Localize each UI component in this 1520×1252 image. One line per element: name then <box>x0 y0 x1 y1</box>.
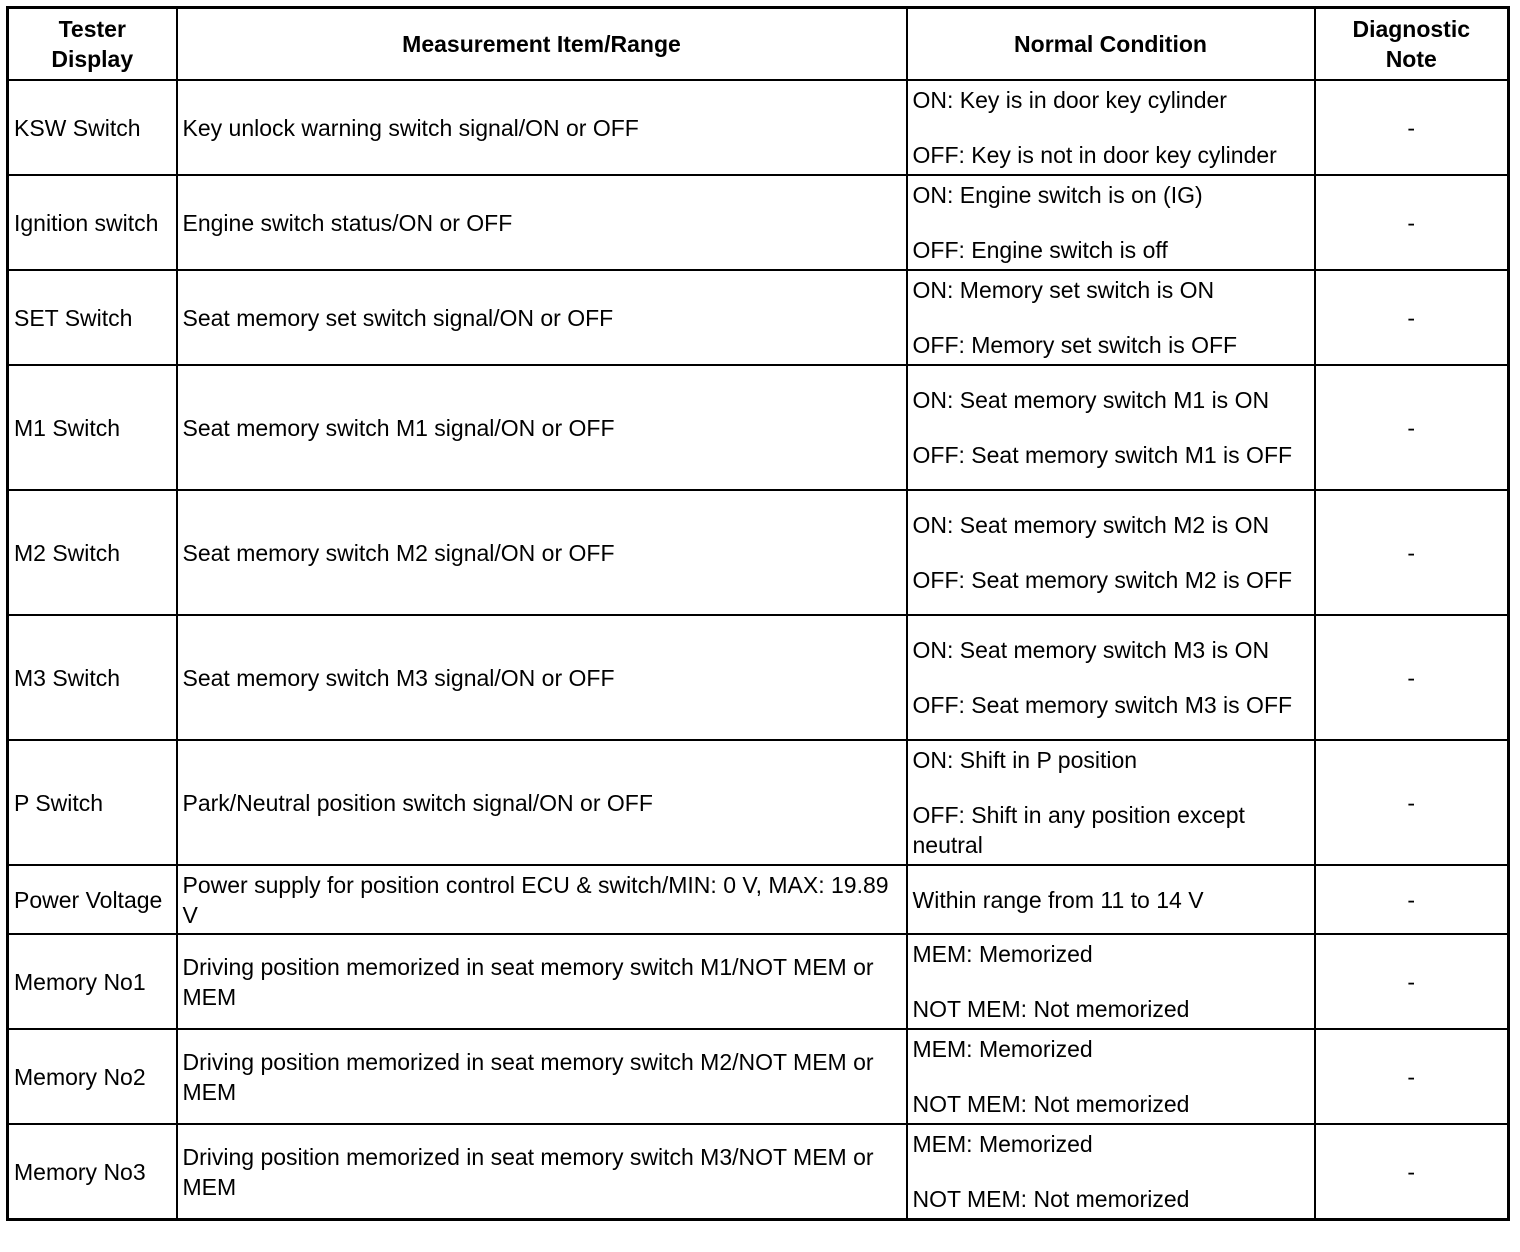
measurement-cell: Engine switch status/ON or OFF <box>177 175 907 270</box>
header-diagnostic-note: Diagnostic Note <box>1315 8 1509 81</box>
diagnostic-note-cell: - <box>1315 365 1509 490</box>
measurement-cell: Seat memory switch M1 signal/ON or OFF <box>177 365 907 490</box>
table-row <box>8 1029 1509 1124</box>
condition-on: ON: Key is in door key cylinder <box>912 87 1227 113</box>
normal-condition-cell <box>907 934 1315 1029</box>
tester-display-cell: SET Switch <box>8 270 177 365</box>
measurement-cell: Power supply for position control ECU & switch/MIN: 0 V, MAX: 19.89 V <box>177 865 907 934</box>
normal-condition-cell <box>907 1124 1315 1220</box>
tester-display-cell: Ignition switch <box>8 175 177 270</box>
condition-on: ON: Memory set switch is ON <box>912 277 1215 303</box>
tester-display-cell: M1 Switch <box>8 365 177 490</box>
normal-condition-cell <box>907 270 1315 365</box>
condition-off: OFF: Seat memory switch M1 is OFF <box>912 442 1293 468</box>
condition-off: NOT MEM: Not memorized <box>912 1186 1190 1212</box>
data-list-table <box>6 6 1510 1221</box>
condition-off: OFF: Seat memory switch M2 is OFF <box>912 567 1293 593</box>
diagnostic-note-cell: - <box>1315 80 1509 175</box>
normal-condition-cell <box>907 740 1315 865</box>
diagnostic-note-cell: - <box>1315 490 1509 615</box>
table-row <box>8 365 1509 490</box>
measurement-cell: Seat memory switch M3 signal/ON or OFF <box>177 615 907 740</box>
measurement-cell: Key unlock warning switch signal/ON or OFF <box>177 80 907 175</box>
header-measurement: Measurement Item/Range <box>177 8 907 81</box>
table-row <box>8 270 1509 365</box>
normal-condition-cell <box>907 80 1315 175</box>
tester-display-cell: Memory No2 <box>8 1029 177 1124</box>
header-normal-condition: Normal Condition <box>907 8 1315 81</box>
normal-condition-cell <box>907 175 1315 270</box>
tester-display-cell: M3 Switch <box>8 615 177 740</box>
condition-off: OFF: Memory set switch is OFF <box>912 332 1238 358</box>
normal-condition-cell: Within range from 11 to 14 V <box>907 865 1315 934</box>
measurement-cell: Driving position memorized in seat memory switch M2/NOT MEM or MEM <box>177 1029 907 1124</box>
condition-off: NOT MEM: Not memorized <box>912 1091 1190 1117</box>
diagnostic-note-cell: - <box>1315 175 1509 270</box>
condition-on: ON: Shift in P position <box>912 747 1138 773</box>
table-row <box>8 80 1509 175</box>
condition-on: ON: Seat memory switch M3 is ON <box>912 637 1270 663</box>
table-row <box>8 740 1509 865</box>
diagnostic-note-cell: - <box>1315 740 1509 865</box>
condition-on: MEM: Memorized <box>912 1131 1093 1157</box>
table-row <box>8 615 1509 740</box>
normal-condition-cell <box>907 615 1315 740</box>
normal-condition-cell <box>907 1029 1315 1124</box>
measurement-cell: Seat memory set switch signal/ON or OFF <box>177 270 907 365</box>
condition-off: OFF: Shift in any position except neutral <box>912 802 1245 858</box>
condition-on: MEM: Memorized <box>912 1036 1093 1062</box>
diagnostic-note-cell: - <box>1315 934 1509 1029</box>
tester-display-cell: KSW Switch <box>8 80 177 175</box>
condition-off: OFF: Key is not in door key cylinder <box>912 142 1277 168</box>
diagnostic-note-cell: - <box>1315 1124 1509 1220</box>
diagnostic-note-cell: - <box>1315 1029 1509 1124</box>
table-row <box>8 865 1509 934</box>
tester-display-cell: Power Voltage <box>8 865 177 934</box>
diagnostic-note-cell: - <box>1315 865 1509 934</box>
measurement-cell: Driving position memorized in seat memory switch M3/NOT MEM or MEM <box>177 1124 907 1220</box>
condition-off: OFF: Seat memory switch M3 is OFF <box>912 692 1293 718</box>
measurement-cell: Seat memory switch M2 signal/ON or OFF <box>177 490 907 615</box>
tester-display-cell: Memory No3 <box>8 1124 177 1220</box>
diagnostic-note-cell: - <box>1315 270 1509 365</box>
table-row <box>8 175 1509 270</box>
table-row <box>8 1124 1509 1220</box>
condition-on: MEM: Memorized <box>912 941 1093 967</box>
header-row <box>8 8 1509 81</box>
tester-display-cell: M2 Switch <box>8 490 177 615</box>
condition-on: ON: Seat memory switch M1 is ON <box>912 387 1270 413</box>
normal-condition-cell <box>907 490 1315 615</box>
tester-display-cell: Memory No1 <box>8 934 177 1029</box>
condition-on: ON: Engine switch is on (IG) <box>912 182 1203 208</box>
tester-display-cell: P Switch <box>8 740 177 865</box>
condition-off: NOT MEM: Not memorized <box>912 996 1190 1022</box>
header-tester-display: Tester Display <box>8 8 177 81</box>
condition-off: OFF: Engine switch is off <box>912 237 1168 263</box>
table-row <box>8 490 1509 615</box>
condition-on: ON: Seat memory switch M2 is ON <box>912 512 1270 538</box>
diagnostic-note-cell: - <box>1315 615 1509 740</box>
measurement-cell: Park/Neutral position switch signal/ON or OFF <box>177 740 907 865</box>
table-row <box>8 934 1509 1029</box>
normal-condition-cell <box>907 365 1315 490</box>
measurement-cell: Driving position memorized in seat memory switch M1/NOT MEM or MEM <box>177 934 907 1029</box>
